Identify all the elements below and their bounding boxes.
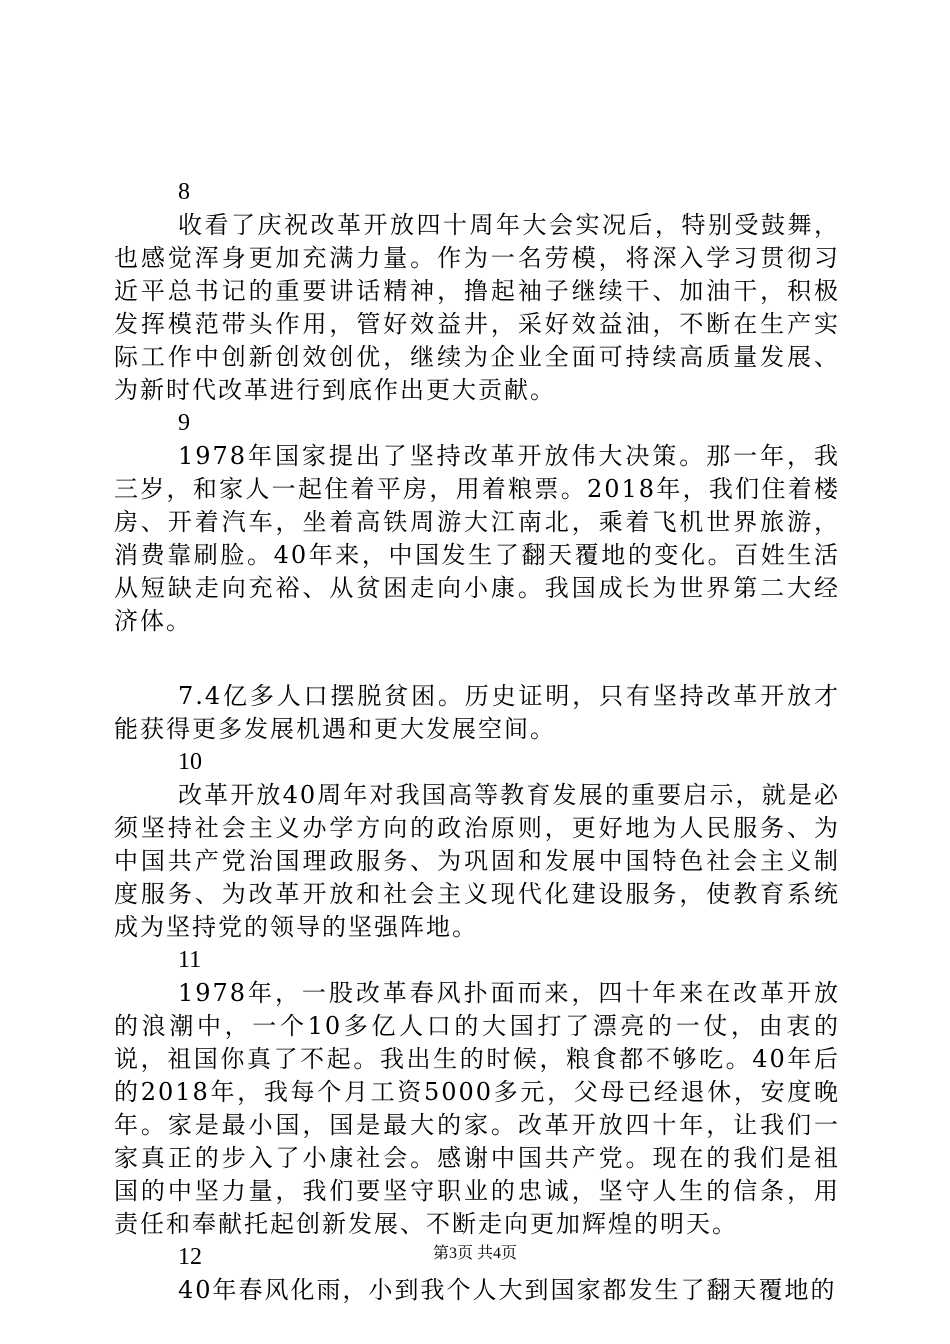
section-number: 9 bbox=[178, 410, 190, 436]
paragraph: 收看了庆祝改革开放四十周年大会实况后，特别受鼓舞，也感觉浑身更加充满力量。作为一名劳模，将深入学习贯彻习近平总书记的重要讲话精神，撸起袖子继续干、加油干，积极发挥模范带头作用，管好效益井，采好效益油，不断在生产实际工作中创新创效创优，继续为企业全面可持续高质量发展、为新时代改革进行到底作出更大贡献。 bbox=[114, 211, 840, 404]
section-number: 12 bbox=[178, 1244, 202, 1270]
paragraph-gap bbox=[178, 638, 840, 680]
paragraph: 1978年国家提出了坚持改革开放伟大决策。那一年，我三岁，和家人一起住着平房，用着粮票。2018年，我们住着楼房、开着汽车，坐着高铁周游大江南北，乘着飞机世界旅游，消费靠刷脸。40年来，中国发生了翻天覆地的变化。百姓生活从短缺走向充裕、从贫困走向小康。我国成长为世界第二大经济体。 bbox=[114, 442, 840, 635]
page-footer: 第3页 共4页 bbox=[432, 1245, 517, 1262]
paragraph: 1978年，一股改革春风扑面而来，四十年来在改革开放的浪潮中，一个10多亿人口的大国打了漂亮的一仗，由衷的说，祖国你真了不起。我出生的时候，粮食都不够吃。40年后的2018年，我每个月工资5000多元，父母已经退休，安度晚年。家是最小国，国是最大的家。改革开放四十年，让我们一家真正的步入了小康社会。感谢中国共产党。现在的我们是祖国的中坚力量，我们要坚守职业的忠诚，坚守人生的信条，用责任和奉献托起创新发展、不断走向更加辉煌的明天。 bbox=[114, 979, 840, 1238]
section-number: 10 bbox=[178, 749, 202, 775]
section-number: 8 bbox=[178, 179, 190, 205]
section-number: 11 bbox=[178, 947, 202, 973]
document-body bbox=[114, 176, 840, 1307]
paragraph: 改革开放40周年对我国高等教育发展的重要启示，就是必须坚持社会主义办学方向的政治原则，更好地为人民服务、为中国共产党治国理政服务、为巩固和发展中国特色社会主义制度服务、为改革开放和社会主义现代化建设服务，使教育系统成为坚持党的领导的坚强阵地。 bbox=[114, 781, 840, 941]
paragraph: 40年春风化雨，小到我个人大到国家都发生了翻天覆地的 bbox=[178, 1276, 837, 1304]
paragraph: 7.4亿多人口摆脱贫困。历史证明，只有坚持改革开放才能获得更多发展机遇和更大发展空间。 bbox=[114, 682, 840, 743]
